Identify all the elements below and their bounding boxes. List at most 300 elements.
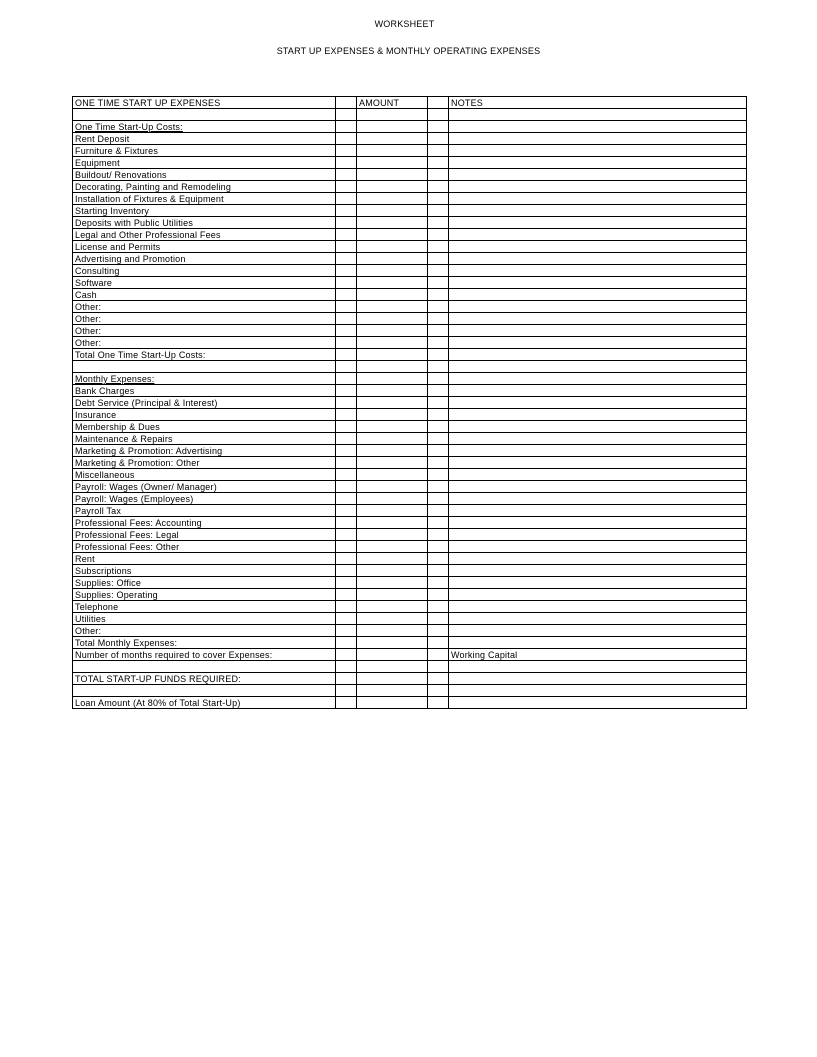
amount-cell[interactable]	[357, 613, 428, 625]
notes-cell[interactable]	[449, 565, 747, 577]
amount-cell[interactable]	[357, 217, 428, 229]
spacer-cell	[428, 433, 449, 445]
row-label: Loan Amount (At 80% of Total Start-Up)	[73, 697, 336, 709]
amount-cell[interactable]	[357, 133, 428, 145]
spacer-cell	[336, 421, 357, 433]
notes-cell[interactable]	[449, 553, 747, 565]
notes-cell[interactable]	[449, 685, 747, 697]
spacer-cell	[336, 697, 357, 709]
amount-cell[interactable]	[357, 385, 428, 397]
amount-cell[interactable]	[357, 373, 428, 385]
notes-cell[interactable]	[449, 421, 747, 433]
spacer-cell	[428, 373, 449, 385]
spacer-cell	[428, 565, 449, 577]
notes-cell[interactable]	[449, 169, 747, 181]
notes-cell[interactable]	[449, 181, 747, 193]
amount-cell[interactable]	[357, 277, 428, 289]
row-label	[73, 661, 336, 673]
spacer-cell	[336, 373, 357, 385]
notes-cell[interactable]	[449, 313, 747, 325]
table-row	[73, 589, 747, 601]
row-label: Marketing & Promotion: Other	[73, 457, 336, 469]
table-row	[73, 601, 747, 613]
notes-cell[interactable]	[449, 577, 747, 589]
notes-cell[interactable]	[449, 217, 747, 229]
spacer-cell	[428, 121, 449, 133]
table-row	[73, 409, 747, 421]
notes-cell[interactable]	[449, 205, 747, 217]
amount-cell[interactable]	[357, 673, 428, 685]
spacer-cell	[336, 145, 357, 157]
spacer-cell	[428, 361, 449, 373]
amount-cell[interactable]	[357, 289, 428, 301]
table-row	[73, 445, 747, 457]
spacer-cell	[336, 517, 357, 529]
amount-cell[interactable]	[357, 625, 428, 637]
spacer-cell	[428, 481, 449, 493]
table-row	[73, 457, 747, 469]
notes-cell[interactable]	[449, 529, 747, 541]
spacer-cell	[428, 109, 449, 121]
amount-cell[interactable]	[357, 601, 428, 613]
table-row	[73, 361, 747, 373]
notes-cell[interactable]	[449, 613, 747, 625]
table-row	[73, 277, 747, 289]
table-row	[73, 325, 747, 337]
table-row	[73, 205, 747, 217]
spacer-cell	[428, 589, 449, 601]
row-label: Payroll: Wages (Employees)	[73, 493, 336, 505]
notes-cell[interactable]	[449, 445, 747, 457]
table-row	[73, 673, 747, 685]
notes-cell[interactable]	[449, 601, 747, 613]
spacer-cell	[428, 157, 449, 169]
row-label: Other:	[73, 337, 336, 349]
notes-cell[interactable]	[449, 637, 747, 649]
table-row	[73, 397, 747, 409]
spacer-cell	[428, 229, 449, 241]
table-row	[73, 373, 747, 385]
table-row	[73, 181, 747, 193]
spacer-cell	[428, 97, 449, 109]
spacer-cell	[336, 553, 357, 565]
amount-cell[interactable]	[357, 553, 428, 565]
amount-cell[interactable]	[357, 121, 428, 133]
row-label: Other:	[73, 625, 336, 637]
table-row	[73, 349, 747, 361]
spacer-cell	[428, 445, 449, 457]
table-row	[73, 433, 747, 445]
header-row	[73, 97, 747, 109]
notes-cell[interactable]	[449, 133, 747, 145]
amount-cell[interactable]	[357, 265, 428, 277]
table-row	[73, 481, 747, 493]
spacer-cell	[428, 493, 449, 505]
spacer-cell	[336, 241, 357, 253]
row-label: Monthly Expenses:	[73, 373, 336, 385]
notes-cell[interactable]	[449, 301, 747, 313]
spacer-cell	[336, 301, 357, 313]
spacer-cell	[336, 349, 357, 361]
spacer-cell	[428, 193, 449, 205]
spacer-cell	[428, 577, 449, 589]
row-label: Telephone	[73, 601, 336, 613]
spacer-cell	[336, 205, 357, 217]
amount-cell[interactable]	[357, 685, 428, 697]
worksheet-title: WORKSHEET	[374, 19, 435, 29]
amount-cell[interactable]	[357, 109, 428, 121]
amount-cell[interactable]	[357, 325, 428, 337]
notes-cell[interactable]	[449, 193, 747, 205]
row-label: Total One Time Start-Up Costs:	[73, 349, 336, 361]
spacer-cell	[336, 277, 357, 289]
amount-cell[interactable]	[357, 697, 428, 709]
spacer-cell	[336, 649, 357, 661]
notes-cell[interactable]	[449, 481, 747, 493]
spacer-cell	[336, 217, 357, 229]
row-label: Professional Fees: Accounting	[73, 517, 336, 529]
spacer-cell	[336, 661, 357, 673]
notes-cell[interactable]	[449, 229, 747, 241]
spacer-cell	[336, 181, 357, 193]
row-label: Utilities	[73, 613, 336, 625]
notes-cell[interactable]	[449, 493, 747, 505]
amount-cell[interactable]	[357, 409, 428, 421]
amount-cell[interactable]	[357, 469, 428, 481]
spacer-cell	[336, 577, 357, 589]
row-label: Number of months required to cover Expenses:	[73, 649, 336, 661]
notes-cell[interactable]: Working Capital	[449, 649, 747, 661]
amount-cell[interactable]	[357, 505, 428, 517]
table-row	[73, 541, 747, 553]
row-label: Debt Service (Principal & Interest)	[73, 397, 336, 409]
table-row	[73, 241, 747, 253]
table-row	[73, 193, 747, 205]
notes-cell[interactable]	[449, 409, 747, 421]
row-label: Other:	[73, 313, 336, 325]
row-label: License and Permits	[73, 241, 336, 253]
row-label	[73, 685, 336, 697]
spacer-cell	[428, 517, 449, 529]
table-row	[73, 421, 747, 433]
row-label: Maintenance & Repairs	[73, 433, 336, 445]
amount-cell[interactable]	[357, 145, 428, 157]
spacer-cell	[336, 685, 357, 697]
notes-cell[interactable]	[449, 265, 747, 277]
row-label: Total Monthly Expenses:	[73, 637, 336, 649]
spacer-cell	[428, 289, 449, 301]
table-row	[73, 313, 747, 325]
table-row	[73, 565, 747, 577]
spacer-cell	[336, 673, 357, 685]
expenses-table	[72, 96, 747, 709]
table-row	[73, 265, 747, 277]
spacer-cell	[336, 289, 357, 301]
row-label: Consulting	[73, 265, 336, 277]
row-label: Other:	[73, 325, 336, 337]
notes-cell[interactable]	[449, 589, 747, 601]
spacer-cell	[336, 589, 357, 601]
spacer-cell	[336, 445, 357, 457]
spacer-cell	[336, 121, 357, 133]
notes-cell[interactable]	[449, 625, 747, 637]
row-label: TOTAL START-UP FUNDS REQUIRED:	[73, 673, 336, 685]
row-label: Insurance	[73, 409, 336, 421]
spacer-cell	[428, 625, 449, 637]
spacer-cell	[428, 277, 449, 289]
row-label: Advertising and Promotion	[73, 253, 336, 265]
table-row	[73, 697, 747, 709]
amount-cell[interactable]	[357, 649, 428, 661]
table-row	[73, 337, 747, 349]
amount-cell[interactable]	[357, 229, 428, 241]
spacer-cell	[428, 169, 449, 181]
row-label: Supplies: Office	[73, 577, 336, 589]
notes-cell[interactable]	[449, 697, 747, 709]
worksheet-subtitle: START UP EXPENSES & MONTHLY OPERATING EXPENSES	[276, 46, 541, 56]
row-label: Buildout/ Renovations	[73, 169, 336, 181]
spacer-cell	[336, 481, 357, 493]
spacer-cell	[428, 397, 449, 409]
row-label: Professional Fees: Legal	[73, 529, 336, 541]
spacer-cell	[428, 205, 449, 217]
row-label: Miscellaneous	[73, 469, 336, 481]
spacer-cell	[428, 145, 449, 157]
spacer-cell	[336, 157, 357, 169]
spacer-cell	[428, 529, 449, 541]
row-label: Rent Deposit	[73, 133, 336, 145]
column-header-amount: AMOUNT	[357, 97, 428, 109]
table-row	[73, 133, 747, 145]
row-label: Equipment	[73, 157, 336, 169]
notes-cell[interactable]	[449, 373, 747, 385]
table-row	[73, 577, 747, 589]
amount-cell[interactable]	[357, 349, 428, 361]
table-row	[73, 145, 747, 157]
table-row	[73, 301, 747, 313]
table-row	[73, 505, 747, 517]
table-row	[73, 637, 747, 649]
amount-cell[interactable]	[357, 481, 428, 493]
amount-cell[interactable]	[357, 169, 428, 181]
row-label: Payroll Tax	[73, 505, 336, 517]
spacer-cell	[336, 493, 357, 505]
spacer-cell	[428, 325, 449, 337]
spacer-cell	[336, 565, 357, 577]
notes-cell[interactable]	[449, 661, 747, 673]
row-label: Starting Inventory	[73, 205, 336, 217]
amount-cell[interactable]	[357, 529, 428, 541]
notes-cell[interactable]	[449, 121, 747, 133]
notes-cell[interactable]	[449, 517, 747, 529]
amount-cell[interactable]	[357, 157, 428, 169]
notes-cell[interactable]	[449, 289, 747, 301]
spacer-cell	[428, 301, 449, 313]
spacer-cell	[336, 469, 357, 481]
spacer-cell	[428, 349, 449, 361]
notes-cell[interactable]	[449, 385, 747, 397]
table-row	[73, 289, 747, 301]
amount-cell[interactable]	[357, 457, 428, 469]
spacer-cell	[428, 541, 449, 553]
spacer-cell	[428, 253, 449, 265]
spacer-cell	[428, 661, 449, 673]
row-label: Cash	[73, 289, 336, 301]
spacer-cell	[428, 637, 449, 649]
row-label: Membership & Dues	[73, 421, 336, 433]
table-row	[73, 517, 747, 529]
row-label: Professional Fees: Other	[73, 541, 336, 553]
amount-cell[interactable]	[357, 493, 428, 505]
notes-cell[interactable]	[449, 253, 747, 265]
spacer-cell	[336, 637, 357, 649]
table-row	[73, 625, 747, 637]
row-label	[73, 109, 336, 121]
table-row	[73, 661, 747, 673]
amount-cell[interactable]	[357, 361, 428, 373]
table-row	[73, 529, 747, 541]
table-row	[73, 169, 747, 181]
spacer-cell	[428, 457, 449, 469]
spacer-cell	[336, 193, 357, 205]
amount-cell[interactable]	[357, 433, 428, 445]
table-row	[73, 157, 747, 169]
spacer-cell	[428, 553, 449, 565]
spacer-cell	[428, 685, 449, 697]
table-row	[73, 229, 747, 241]
spacer-cell	[336, 109, 357, 121]
spacer-cell	[336, 625, 357, 637]
row-label: Legal and Other Professional Fees	[73, 229, 336, 241]
notes-cell[interactable]	[449, 109, 747, 121]
spacer-cell	[336, 265, 357, 277]
spacer-cell	[428, 241, 449, 253]
notes-cell[interactable]	[449, 673, 747, 685]
row-label	[73, 361, 336, 373]
notes-cell[interactable]	[449, 505, 747, 517]
amount-cell[interactable]	[357, 589, 428, 601]
notes-cell[interactable]	[449, 157, 747, 169]
notes-cell[interactable]	[449, 397, 747, 409]
row-label: Rent	[73, 553, 336, 565]
amount-cell[interactable]	[357, 637, 428, 649]
notes-cell[interactable]	[449, 541, 747, 553]
row-label: Marketing & Promotion: Advertising	[73, 445, 336, 457]
amount-cell[interactable]	[357, 313, 428, 325]
amount-cell[interactable]	[357, 565, 428, 577]
amount-cell[interactable]	[357, 253, 428, 265]
spacer-cell	[336, 325, 357, 337]
table-row	[73, 493, 747, 505]
table-row	[73, 385, 747, 397]
spacer-cell	[336, 409, 357, 421]
amount-cell[interactable]	[357, 337, 428, 349]
spacer-cell	[428, 265, 449, 277]
spacer-cell	[336, 433, 357, 445]
row-label: Payroll: Wages (Owner/ Manager)	[73, 481, 336, 493]
spacer-cell	[336, 457, 357, 469]
spacer-cell	[336, 505, 357, 517]
amount-cell[interactable]	[357, 181, 428, 193]
column-header-item: ONE TIME START UP EXPENSES	[73, 97, 336, 109]
row-label: Bank Charges	[73, 385, 336, 397]
spacer-cell	[336, 313, 357, 325]
amount-cell[interactable]	[357, 397, 428, 409]
amount-cell[interactable]	[357, 577, 428, 589]
spacer-cell	[336, 601, 357, 613]
row-label: Deposits with Public Utilities	[73, 217, 336, 229]
row-label: Software	[73, 277, 336, 289]
table-row	[73, 649, 747, 661]
table-row	[73, 469, 747, 481]
amount-cell[interactable]	[357, 193, 428, 205]
row-label: Decorating, Painting and Remodeling	[73, 181, 336, 193]
row-label: Furniture & Fixtures	[73, 145, 336, 157]
notes-cell[interactable]	[449, 145, 747, 157]
spacer-cell	[428, 613, 449, 625]
spacer-cell	[428, 673, 449, 685]
amount-cell[interactable]	[357, 421, 428, 433]
spacer-cell	[428, 469, 449, 481]
table-row	[73, 109, 747, 121]
spacer-cell	[336, 253, 357, 265]
notes-cell[interactable]	[449, 469, 747, 481]
notes-cell[interactable]	[449, 433, 747, 445]
spacer-cell	[428, 505, 449, 517]
spacer-cell	[336, 529, 357, 541]
amount-cell[interactable]	[357, 445, 428, 457]
notes-cell[interactable]	[449, 325, 747, 337]
amount-cell[interactable]	[357, 517, 428, 529]
row-label: One Time Start-Up Costs:	[73, 121, 336, 133]
spacer-cell	[336, 229, 357, 241]
spacer-cell	[336, 97, 357, 109]
amount-cell[interactable]	[357, 241, 428, 253]
column-header-notes: NOTES	[449, 97, 747, 109]
amount-cell[interactable]	[357, 301, 428, 313]
amount-cell[interactable]	[357, 205, 428, 217]
amount-cell[interactable]	[357, 541, 428, 553]
spacer-cell	[428, 133, 449, 145]
spacer-cell	[336, 337, 357, 349]
spacer-cell	[336, 169, 357, 181]
table-row	[73, 613, 747, 625]
spacer-cell	[336, 385, 357, 397]
table-row	[73, 121, 747, 133]
table-row	[73, 685, 747, 697]
spacer-cell	[428, 409, 449, 421]
table-row	[73, 253, 747, 265]
notes-cell[interactable]	[449, 337, 747, 349]
spacer-cell	[336, 397, 357, 409]
spacer-cell	[428, 649, 449, 661]
row-label: Other:	[73, 301, 336, 313]
table-row	[73, 217, 747, 229]
notes-cell[interactable]	[449, 349, 747, 361]
notes-cell[interactable]	[449, 241, 747, 253]
amount-cell[interactable]	[357, 661, 428, 673]
row-label: Installation of Fixtures & Equipment	[73, 193, 336, 205]
notes-cell[interactable]	[449, 361, 747, 373]
spacer-cell	[336, 361, 357, 373]
row-label: Supplies: Operating	[73, 589, 336, 601]
notes-cell[interactable]	[449, 277, 747, 289]
notes-cell[interactable]	[449, 457, 747, 469]
spacer-cell	[336, 613, 357, 625]
spacer-cell	[428, 313, 449, 325]
spacer-cell	[428, 217, 449, 229]
spacer-cell	[428, 697, 449, 709]
